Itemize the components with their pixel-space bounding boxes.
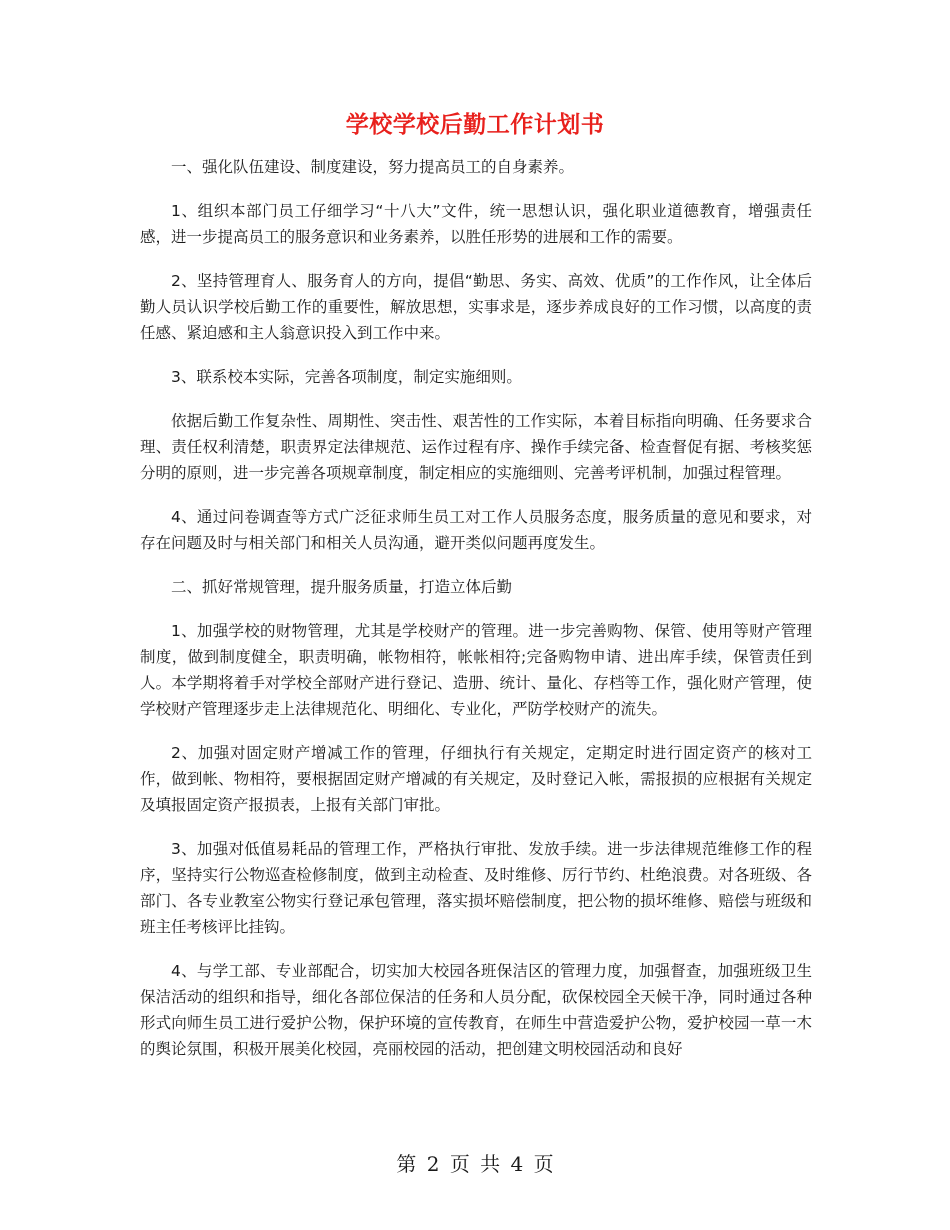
paragraph: 3、加强对低值易耗品的管理工作，严格执行审批、发放手续。进一步法律规范维修工作的程序，坚持实行公物巡查检修制度，做到主动检查、及时维修、厉行节约、杜绝浪费。对各班级、各部门、各专业教室公物实行登记承包管理，落实损坏赔偿制度，把公物的损坏维修、赔偿与班级和班主任考核评比挂钩。	[140, 840, 812, 936]
paragraph: 4、通过问卷调查等方式广泛征求师生员工对工作人员服务态度，服务质量的意见和要求，对存在问题及时与相关部门和相关人员沟通，避开类似问题再度发生。	[140, 508, 812, 552]
paragraph: 二、抓好常规管理，提升服务质量，打造立体后勤	[171, 578, 513, 596]
paragraph: 3、联系校本实际，完善各项制度，制定实施细则。	[171, 368, 522, 386]
paragraph: 1、组织本部门员工仔细学习“十八大”文件，统一思想认识，强化职业道德教育，增强责任感，进一步提高员工的服务意识和业务素养，以胜任形势的进展和工作的需要。	[140, 202, 812, 246]
document-body	[140, 154, 812, 1080]
paragraph: 2、坚持管理育人、服务育人的方向，提倡“勤思、务实、高效、优质”的工作作风，让全体后勤人员认识学校后勤工作的重要性，解放思想，实事求是，逐步养成良好的工作习惯，以高度的责任感、紧迫感和主人翁意识投入到工作中来。	[140, 272, 812, 342]
paragraph: 2、加强对固定财产增减工作的管理，仔细执行有关规定，定期定时进行固定资产的核对工作，做到帐、物相符，要根据固定财产增减的有关规定，及时登记入帐，需报损的应根据有关规定及填报固定资产报损表，上报有关部门审批。	[140, 744, 812, 814]
paragraph: 依据后勤工作复杂性、周期性、突击性、艰苦性的工作实际，本着目标指向明确、任务要求合理、责任权利清楚，职责界定法律规范、运作过程有序、操作手续完备、检查督促有据、考核奖惩分明的原则，进一步完善各项规章制度，制定相应的实施细则、完善考评机制，加强过程管理。	[140, 412, 812, 482]
paragraph: 4、与学工部、专业部配合，切实加大校园各班保洁区的管理力度，加强督查，加强班级卫生保洁活动的组织和指导，细化各部位保洁的任务和人员分配，砍保校园全天候干净，同时通过各种形式向师生员工进行爱护公物，保护环境的宣传教育，在师生中营造爱护公物，爱护校园一草一木的舆论氛围，积极开展美化校园，亮丽校园的活动，把创建文明校园活动和良好	[140, 962, 812, 1058]
paragraph: 一、强化队伍建设、制度建设，努力提高员工的自身素养。	[171, 158, 575, 176]
page-number: 第 2 页 共 4 页	[396, 1152, 554, 1176]
document-title: 学校学校后勤工作计划书	[345, 112, 605, 138]
paragraph: 1、加强学校的财物管理，尤其是学校财产的管理。进一步完善购物、保管、使用等财产管理制度，做到制度健全，职责明确，帐物相符，帐帐相符;完备购物申请、进出库手续，保管责任到人。本学期将着手对学校全部财产进行登记、造册、统计、量化、存档等工作，强化财产管理，使学校财产管理逐步走上法律规范化、明细化、专业化，严防学校财产的流失。	[140, 622, 812, 718]
